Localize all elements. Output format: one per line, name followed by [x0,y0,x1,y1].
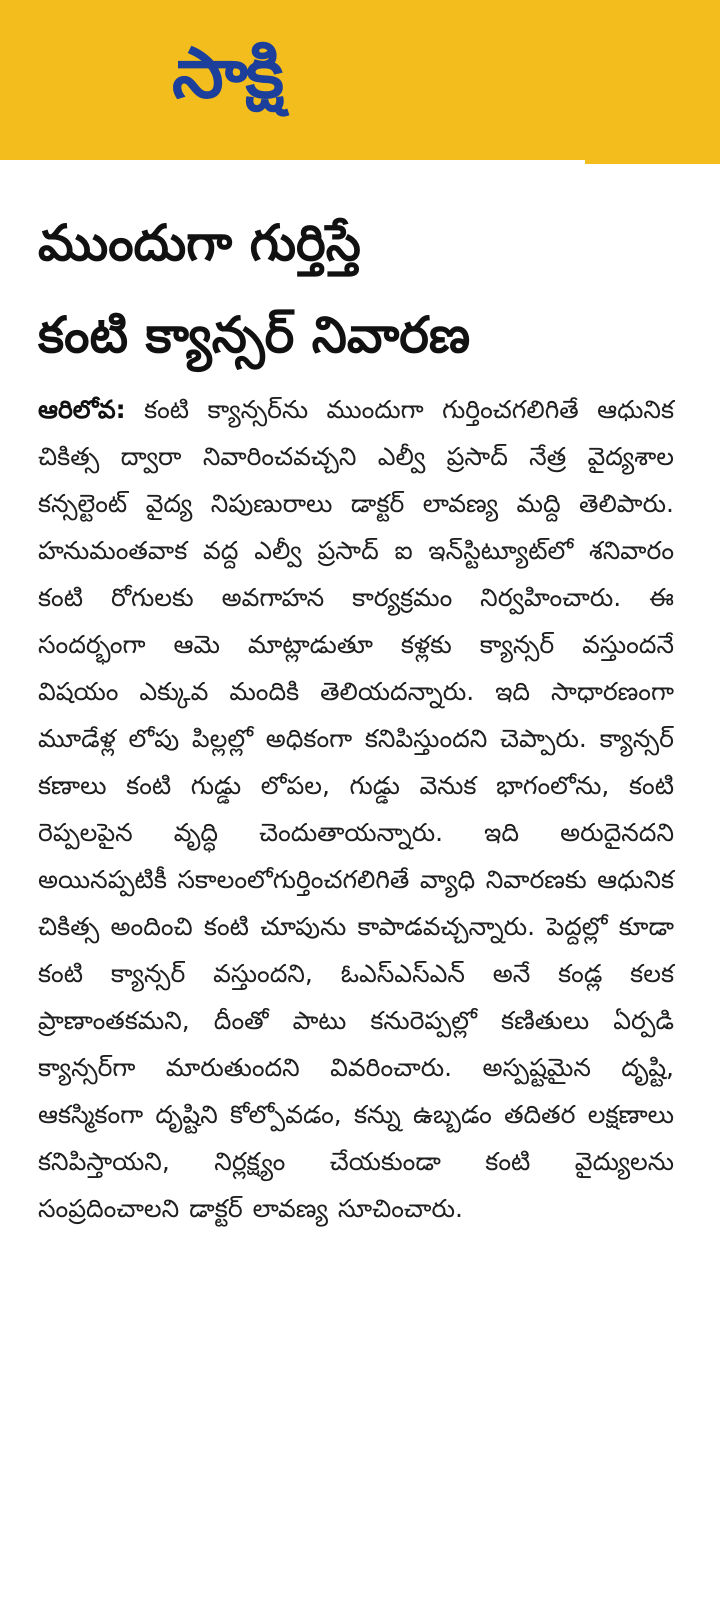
sakshi-logo: సాక్షి [172,32,282,114]
masthead [0,0,720,160]
headline-line-2: కంటి క్యాన్సర్ నివారణ [38,306,471,364]
masthead-edge [585,156,720,164]
dateline: ఆరిలోవ: [38,395,126,424]
headline-line-1: ముందుగా గుర్తిస్తే [38,214,361,272]
article-body [38,386,674,1232]
article-text: కంటి క్యాన్సర్‌ను ముందుగా గుర్తించగలిగితే ఆధునిక చికిత్స ద్వారా నివారించవచ్చని ఎల్వీ ప్రసాద్ నేత్ర వైద్యశాల కన్సల్టెంట్ వైద్య నిపుణురాలు డాక్టర్ లావణ్య మద్ది తెలిపారు. హనుమంతవాక వద్ద ఎల్వీ ప్రసాద్ ఐ ఇన్‌స్టిట్యూట్‌లో శనివారం కంటి రోగులకు అవగాహన కార్యక్రమం నిర్వహించారు. ఈ సందర్భంగా ఆమె మాట్లాడుతూ కళ్లకు క్యాన్సర్ వస్తుందనే విషయం ఎక్కువ మందికి తెలియదన్నారు. ఇది సాధారణంగా మూడేళ్ల లోపు పిల్లల్లో అధికంగా కనిపిస్తుందని చెప్పారు. క్యాన్సర్ కణాలు కంటి గుడ్డు లోపల, గుడ్డు వెనుక భాగంలోను, కంటి రెప్పలపైన వృద్ధి చెందుతాయన్నారు. ఇది అరుదైనదని అయినప్పటికీ సకాలంలోగుర్తించగలిగితే వ్యాధి నివారణకు ఆధునిక చికిత్స అందించి కంటి చూపును కాపాడవచ్చన్నారు. పెద్దల్లో కూడా కంటి క్యాన్సర్ వస్తుందని, ఓఎస్ఎస్ఎన్ అనే కండ్ల కలక ప్రాణాంతకమని, దీంతో పాటు కనురెప్పల్లో కణితులు ఏర్పడి క్యాన్సర్‌గా మారుతుందని వివరించారు. అస్పష్టమైన దృష్టి, ఆకస్మికంగా దృష్టిని కోల్పోవడం, కన్ను ఉబ్బడం తదితర లక్షణాలు కనిపిస్తాయని, నిర్లక్ష్యం చేయకుండా కంటి వైద్యులను సంప్రదించాలని డాక్టర్ లావణ్య సూచించారు. [38,395,674,1223]
